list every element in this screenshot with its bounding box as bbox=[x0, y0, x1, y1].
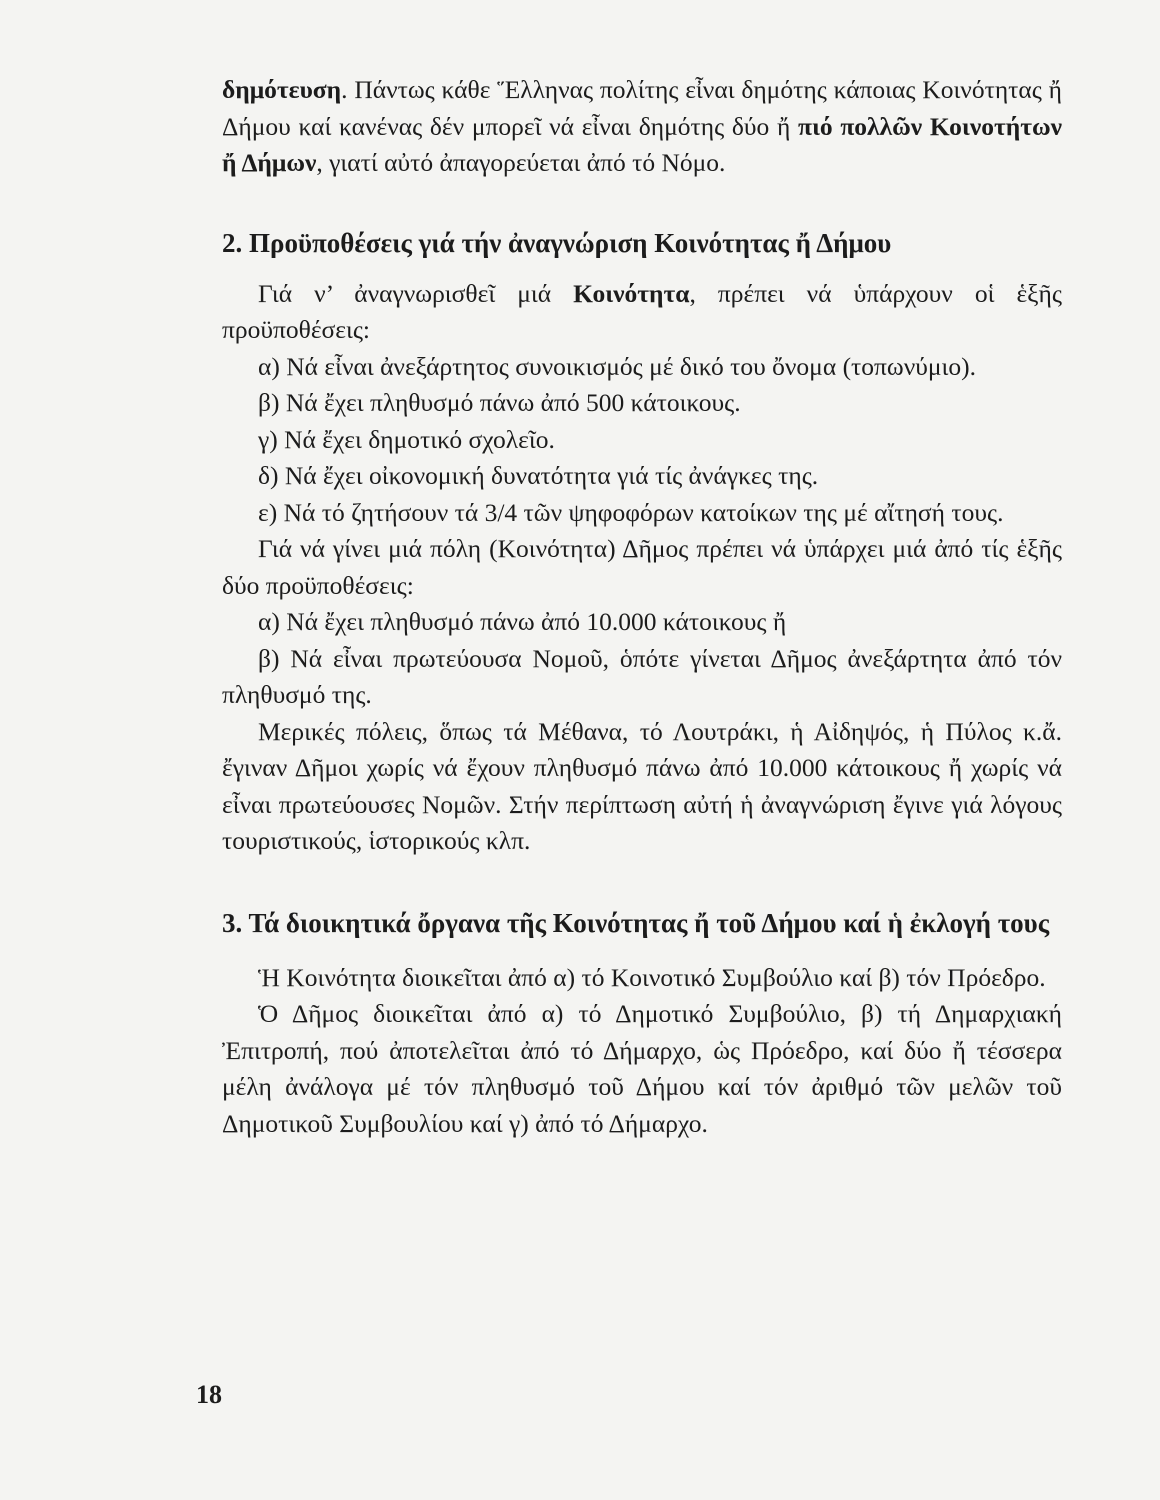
section-3-heading: 3. Τά διοικητικά ὄργανα τῆς Κοινότητας ἤ τοῦ Δήμου καί ἡ ἐκλογή τους bbox=[222, 907, 1050, 938]
section-2-p1-before: Γιά ν’ ἀναγνωρισθεῖ μιά bbox=[258, 278, 574, 308]
intro-paragraph bbox=[222, 72, 1062, 182]
condition-item-a: α) Νά εἶναι ἀνεξάρτητος συνοικισμός μέ δικό του ὄνομα (τοπωνύμιο). bbox=[258, 351, 977, 381]
section-2-paragraph-1 bbox=[222, 276, 1062, 349]
condition-item-d: δ) Νά ἔχει οἰκονομική δυνατότητα γιά τίς ἀνάγκες της. bbox=[258, 461, 819, 490]
condition-item-b: β) Νά ἔχει πληθυσμό πάνω ἀπό 500 κάτοικους. bbox=[258, 388, 741, 417]
section-3-paragraph-2: Ὁ Δῆμος διοικεῖται ἀπό α) τό Δημοτικό Συμβούλιο, β) τή Δημαρχιακή Ἐπιτροπή, πού ἀποτελεῖται ἀπό τό Δήμαρχο, ὡς Πρόεδρο, καί δύο ἤ τέσσερα μέλη ἀνάλογα μέ τόν πληθυσμό τοῦ Δήμου καί τόν ἀριθμό τῶν μελῶν τοῦ Δημοτικοῦ Συμβουλίου καί γ) ἀπό τό Δήμαρχο. bbox=[222, 999, 1062, 1138]
intro-bold-start: δημότευση bbox=[222, 75, 342, 104]
section-2-p1-after: , πρέπει νά ὑπάρχουν οἱ ἑξῆς προϋποθέσεις: bbox=[222, 278, 1062, 344]
section-3-paragraph-1: Ἡ Κοινότητα διοικεῖται ἀπό α) τό Κοινοτικό Συμβούλιο καί β) τόν Πρόεδρο. bbox=[258, 962, 1046, 992]
city-condition-item-a: α) Νά ἔχει πληθυσμό πάνω ἀπό 10.000 κάτοικους ἤ bbox=[258, 607, 787, 636]
page-content bbox=[222, 72, 1062, 1142]
intro-text-1: . Πάντως κάθε Ἕλληνας πολίτης εἶναι δημότης κάποιας Κοινότητας ἤ Δήμου καί κανένας δέν μπορεῖ νά εἶναι δημότης δύο ἤ bbox=[222, 75, 1062, 141]
page-number: 18 bbox=[196, 1380, 222, 1409]
condition-item-c: γ) Νά ἔχει δημοτικό σχολεῖο. bbox=[258, 424, 555, 454]
section-2-p1-bold: Κοινότητα bbox=[573, 278, 690, 308]
city-condition-item-b: β) Νά εἶναι πρωτεύουσα Νομοῦ, ὁπότε γίνεται Δῆμος ἀνεξάρτητα ἀπό τόν πληθυσμό της. bbox=[222, 643, 1062, 709]
section-2-heading: 2. Προϋποθέσεις γιά τήν ἀναγνώριση Κοινότητας ἤ Δήμου bbox=[222, 227, 892, 258]
intro-bold-mid: πιό πολλῶν Κοινοτήτων ἤ Δήμων bbox=[222, 111, 1062, 177]
section-2-paragraph-2: Γιά νά γίνει μιά πόλη (Κοινότητα) Δῆμος πρέπει νά ὑπάρχει μιά ἀπό τίς ἑξῆς δύο προϋποθέσεις: bbox=[222, 534, 1062, 600]
condition-item-e: ε) Νά τό ζητήσουν τά 3/4 τῶν ψηφοφόρων κατοίκων της μέ αἴτησή τους. bbox=[258, 497, 1004, 527]
intro-text-2: , γιατί αὐτό ἀπαγορεύεται ἀπό τό Νόμο. bbox=[316, 148, 726, 177]
section-2-paragraph-3: Μερικές πόλεις, ὅπως τά Μέθανα, τό Λουτράκι, ἡ Αἰδηψός, ἡ Πύλος κ.ἄ. ἔγιναν Δῆμοι χωρίς νά ἔχουν πληθυσμό πάνω ἀπό 10.000 κάτοικους ἤ χωρίς νά εἶναι πρωτεύουσες Νομῶν. Στήν περίπτωση αὐτή ἡ ἀναγνώριση ἔγινε γιά λόγους τουριστικούς, ἱστορικούς κλπ. bbox=[222, 716, 1062, 855]
